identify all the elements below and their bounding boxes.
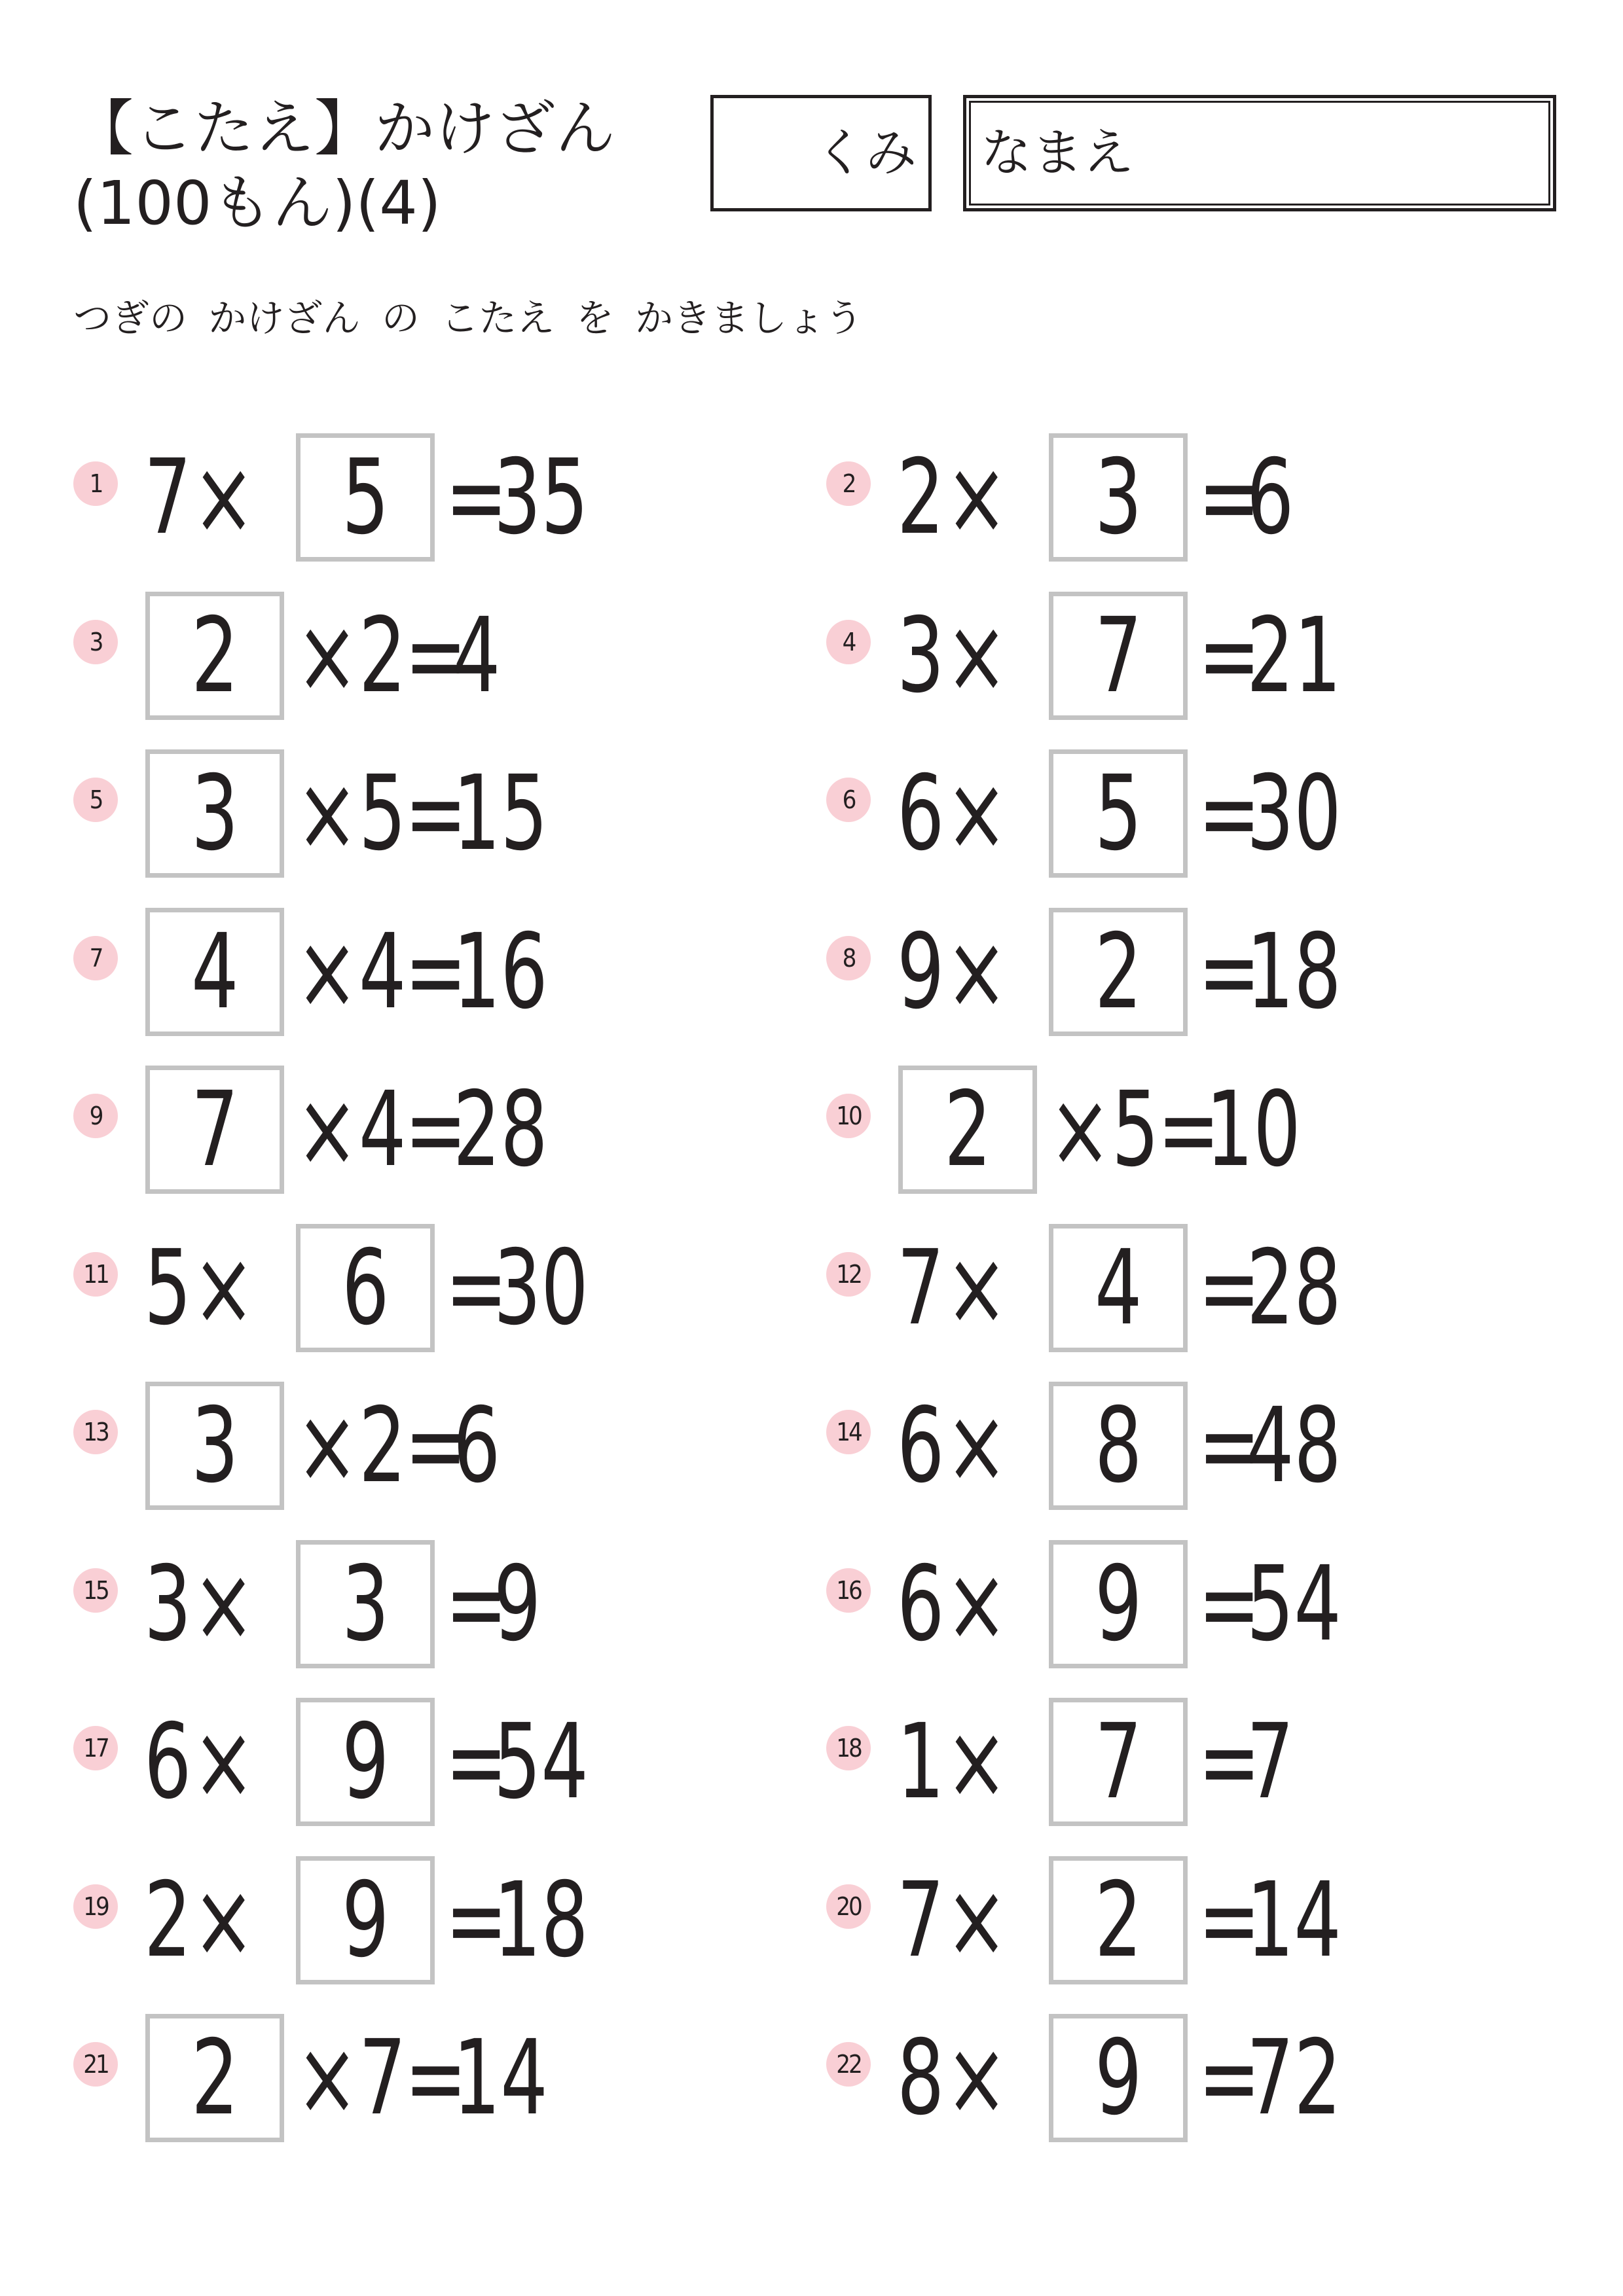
times-sign: × bbox=[945, 911, 1008, 1032]
answer-value: 5 bbox=[341, 437, 390, 558]
times-sign: × bbox=[296, 753, 359, 874]
problem-number-badge: 6 bbox=[826, 778, 871, 822]
answer-box[interactable] bbox=[1049, 433, 1188, 562]
answer-box[interactable] bbox=[1049, 1698, 1188, 1826]
problem-number-badge: 16 bbox=[826, 1568, 871, 1613]
equals-sign: = bbox=[405, 1386, 467, 1506]
answer-value: 2 bbox=[191, 2018, 239, 2138]
answer-value: 9 bbox=[341, 1859, 390, 1981]
equals-sign: = bbox=[445, 1227, 508, 1348]
answer-value: 7 bbox=[1094, 595, 1142, 716]
problem-number-badge: 12 bbox=[826, 1252, 871, 1297]
product: 54 bbox=[1247, 1543, 1341, 1664]
product: 28 bbox=[1247, 1227, 1341, 1348]
product: 54 bbox=[494, 1702, 589, 1822]
problem-number-badge: 20 bbox=[826, 1884, 871, 1929]
title-line-2: (100もん)(4) bbox=[73, 168, 441, 238]
class-label: くみ bbox=[814, 124, 917, 183]
equals-sign: = bbox=[445, 1859, 508, 1981]
equals-sign: = bbox=[405, 595, 467, 716]
problem-number-badge: 10 bbox=[826, 1094, 871, 1138]
equals-sign: = bbox=[1198, 911, 1261, 1032]
answer-box[interactable] bbox=[296, 1540, 435, 1668]
problem-number-badge: 21 bbox=[73, 2042, 118, 2087]
equals-sign: = bbox=[1198, 1386, 1261, 1506]
problem-number-badge: 1 bbox=[73, 461, 118, 506]
times-sign: × bbox=[192, 1702, 255, 1822]
product: 14 bbox=[453, 2018, 548, 2138]
factor-a: 6 bbox=[897, 1386, 945, 1506]
equals-sign: = bbox=[1198, 753, 1261, 874]
product: 15 bbox=[453, 753, 548, 874]
answer-box[interactable] bbox=[296, 1698, 435, 1826]
answer-box[interactable] bbox=[296, 1856, 435, 1984]
product: 14 bbox=[1247, 1859, 1341, 1981]
times-sign: × bbox=[192, 1227, 255, 1348]
product: 16 bbox=[453, 911, 548, 1032]
factor-b: 4 bbox=[359, 911, 407, 1032]
product: 18 bbox=[494, 1859, 589, 1981]
times-sign: × bbox=[192, 1543, 255, 1664]
answer-box[interactable] bbox=[1049, 1224, 1188, 1352]
answer-value: 6 bbox=[341, 1227, 390, 1348]
problem-number-badge: 5 bbox=[73, 778, 118, 822]
product: 4 bbox=[453, 595, 501, 716]
answer-value: 9 bbox=[341, 1702, 390, 1822]
answer-value: 4 bbox=[1094, 1227, 1142, 1348]
equals-sign: = bbox=[1198, 1543, 1261, 1664]
times-sign: × bbox=[296, 595, 359, 716]
times-sign: × bbox=[296, 911, 359, 1032]
factor-a: 3 bbox=[144, 1543, 192, 1664]
name-field[interactable] bbox=[963, 95, 1556, 211]
answer-value: 3 bbox=[191, 753, 239, 874]
times-sign: × bbox=[192, 1859, 255, 1981]
problem-number-badge: 17 bbox=[73, 1726, 118, 1770]
factor-b: 4 bbox=[359, 1069, 407, 1190]
answer-box[interactable] bbox=[1049, 1382, 1188, 1510]
times-sign: × bbox=[945, 1702, 1008, 1822]
problem-number-badge: 9 bbox=[73, 1094, 118, 1138]
equals-sign: = bbox=[445, 437, 508, 558]
product: 28 bbox=[453, 1069, 548, 1190]
times-sign: × bbox=[945, 2018, 1008, 2138]
factor-a: 3 bbox=[897, 595, 945, 716]
equals-sign: = bbox=[405, 753, 467, 874]
answer-value: 3 bbox=[191, 1386, 239, 1506]
answer-box[interactable] bbox=[145, 908, 284, 1036]
product: 9 bbox=[494, 1543, 541, 1664]
product: 48 bbox=[1247, 1386, 1341, 1506]
times-sign: × bbox=[945, 1859, 1008, 1981]
problem-number-badge: 2 bbox=[826, 461, 871, 506]
equals-sign: = bbox=[1198, 1702, 1261, 1822]
equals-sign: = bbox=[1198, 2018, 1261, 2138]
problem-number-badge: 13 bbox=[73, 1410, 118, 1454]
instruction-text: つぎの かけざん の こたえ を かきましょう bbox=[73, 296, 864, 340]
factor-a: 9 bbox=[897, 911, 945, 1032]
answer-box[interactable] bbox=[145, 1382, 284, 1510]
answer-value: 9 bbox=[1094, 2018, 1142, 2138]
answer-box[interactable] bbox=[296, 433, 435, 562]
problem-number-badge: 3 bbox=[73, 620, 118, 664]
times-sign: × bbox=[1049, 1069, 1112, 1190]
factor-b: 5 bbox=[1112, 1069, 1159, 1190]
answer-value: 7 bbox=[1094, 1702, 1142, 1822]
product: 18 bbox=[1247, 911, 1341, 1032]
answer-value: 8 bbox=[1094, 1386, 1142, 1506]
product: 6 bbox=[1247, 437, 1294, 558]
product: 30 bbox=[494, 1227, 589, 1348]
answer-box[interactable] bbox=[1049, 592, 1188, 720]
problem-number-badge: 11 bbox=[73, 1252, 118, 1297]
factor-a: 5 bbox=[144, 1227, 192, 1348]
problem-number-badge: 18 bbox=[826, 1726, 871, 1770]
class-field[interactable] bbox=[710, 95, 932, 211]
factor-a: 7 bbox=[897, 1859, 945, 1981]
answer-box[interactable] bbox=[1049, 749, 1188, 878]
problem-number-badge: 14 bbox=[826, 1410, 871, 1454]
problem-number-badge: 15 bbox=[73, 1568, 118, 1613]
answer-box[interactable] bbox=[145, 1066, 284, 1194]
name-label: なまえ bbox=[981, 124, 1135, 183]
answer-box[interactable] bbox=[145, 592, 284, 720]
factor-a: 7 bbox=[144, 437, 192, 558]
answer-box[interactable] bbox=[1049, 908, 1188, 1036]
product: 7 bbox=[1247, 1702, 1294, 1822]
factor-b: 2 bbox=[359, 595, 407, 716]
times-sign: × bbox=[296, 1386, 359, 1506]
equals-sign: = bbox=[445, 1543, 508, 1664]
answer-box[interactable] bbox=[145, 749, 284, 878]
factor-a: 2 bbox=[897, 437, 945, 558]
product: 21 bbox=[1247, 595, 1341, 716]
product: 10 bbox=[1206, 1069, 1301, 1190]
factor-b: 5 bbox=[359, 753, 407, 874]
times-sign: × bbox=[945, 1543, 1008, 1664]
answer-box[interactable] bbox=[898, 1066, 1037, 1194]
factor-a: 1 bbox=[897, 1702, 945, 1822]
answer-value: 5 bbox=[1094, 753, 1142, 874]
answer-value: 2 bbox=[1094, 1859, 1142, 1981]
times-sign: × bbox=[945, 1227, 1008, 1348]
equals-sign: = bbox=[405, 1069, 467, 1190]
times-sign: × bbox=[192, 437, 255, 558]
product: 30 bbox=[1247, 753, 1341, 874]
factor-a: 8 bbox=[897, 2018, 945, 2138]
factor-b: 7 bbox=[359, 2018, 407, 2138]
times-sign: × bbox=[945, 1386, 1008, 1506]
equals-sign: = bbox=[1198, 1227, 1261, 1348]
times-sign: × bbox=[296, 2018, 359, 2138]
answer-box[interactable] bbox=[1049, 1856, 1188, 1984]
equals-sign: = bbox=[445, 1702, 508, 1822]
answer-box[interactable] bbox=[1049, 1540, 1188, 1668]
factor-a: 6 bbox=[897, 753, 945, 874]
problem-number-badge: 22 bbox=[826, 2042, 871, 2087]
answer-value: 9 bbox=[1094, 1543, 1142, 1664]
equals-sign: = bbox=[1198, 1859, 1261, 1981]
answer-value: 3 bbox=[341, 1543, 390, 1664]
answer-box[interactable] bbox=[1049, 2014, 1188, 2142]
problem-number-badge: 8 bbox=[826, 936, 871, 980]
answer-value: 4 bbox=[191, 911, 239, 1032]
product: 35 bbox=[494, 437, 589, 558]
equals-sign: = bbox=[1198, 595, 1261, 716]
answer-value: 2 bbox=[191, 595, 239, 716]
times-sign: × bbox=[945, 753, 1008, 874]
problem-number-badge: 7 bbox=[73, 936, 118, 980]
answer-value: 2 bbox=[1094, 911, 1142, 1032]
title-line-1: 【こたえ】かけざん bbox=[73, 94, 616, 164]
equals-sign: = bbox=[405, 911, 467, 1032]
factor-a: 6 bbox=[897, 1543, 945, 1664]
times-sign: × bbox=[296, 1069, 359, 1190]
problem-number-badge: 4 bbox=[826, 620, 871, 664]
answer-value: 3 bbox=[1094, 437, 1142, 558]
equals-sign: = bbox=[405, 2018, 467, 2138]
equals-sign: = bbox=[1198, 437, 1261, 558]
factor-a: 2 bbox=[144, 1859, 192, 1981]
product: 6 bbox=[453, 1386, 501, 1506]
factor-a: 7 bbox=[897, 1227, 945, 1348]
problem-number-badge: 19 bbox=[73, 1884, 118, 1929]
factor-a: 6 bbox=[144, 1702, 192, 1822]
answer-box[interactable] bbox=[296, 1224, 435, 1352]
answer-value: 2 bbox=[943, 1069, 992, 1190]
answer-box[interactable] bbox=[145, 2014, 284, 2142]
worksheet-title bbox=[73, 92, 615, 241]
factor-b: 2 bbox=[359, 1386, 407, 1506]
answer-value: 7 bbox=[191, 1069, 239, 1190]
product: 72 bbox=[1247, 2018, 1341, 2138]
times-sign: × bbox=[945, 437, 1008, 558]
equals-sign: = bbox=[1158, 1069, 1220, 1190]
times-sign: × bbox=[945, 595, 1008, 716]
